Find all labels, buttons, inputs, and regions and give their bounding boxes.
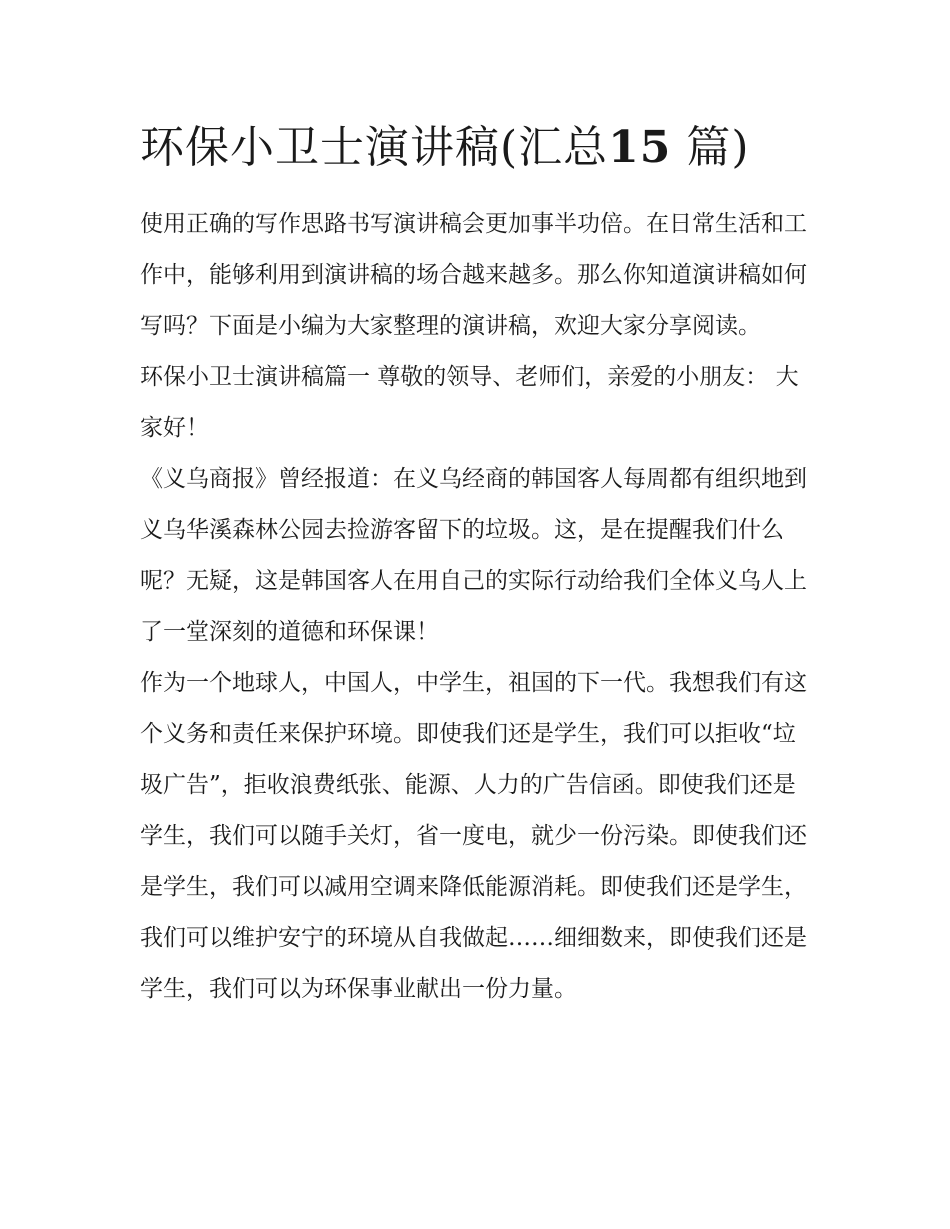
title-suffix: 篇)	[671, 122, 750, 173]
intro-paragraph: 使用正确的写作思路书写演讲稿会更加事半功倍。在日常生活和工作中，能够利用到演讲稿的场合越来越多。那么你知道演讲稿如何写吗？下面是小编为大家整理的演讲稿，欢迎大家分享阅读。	[140, 211, 807, 339]
responsibility-paragraph: 作为一个地球人，中国人，中学生，祖国的下一代。我想我们有这个义务和责任来保护环境。即使我们还是学生，我们可以拒收“垃圾广告”，拒收浪费纸张、能源、人力的广告信函。即使我们还是学生，我们可以随手关灯，省一度电，就少一份污染。即使我们还是学生，我们可以减用空调来降低能源消耗。即使我们还是学生，我们可以维护安宁的环境从自我做起……细细数来，即使我们还是学生，我们可以为环保事业献出一份力量。	[140, 670, 807, 1002]
document-body	[140, 199, 814, 1015]
news-report-paragraph: 《义乌商报》曾经报道：在义乌经商的韩国客人每周都有组织地到义乌华溪森林公园去捡游客留下的垃圾。这，是在提醒我们什么呢？无疑，这是韩国客人在用自己的实际行动给我们全体义乌人上了一堂深刻的道德和环保课！	[140, 466, 807, 645]
title-number: 15	[608, 122, 672, 173]
title-prefix: 环保小卫士演讲稿(汇总	[140, 122, 609, 173]
document-title	[140, 118, 840, 178]
speech-heading-paragraph: 环保小卫士演讲稿篇一 尊敬的领导、老师们，亲爱的小朋友： 大家好！	[140, 364, 799, 441]
